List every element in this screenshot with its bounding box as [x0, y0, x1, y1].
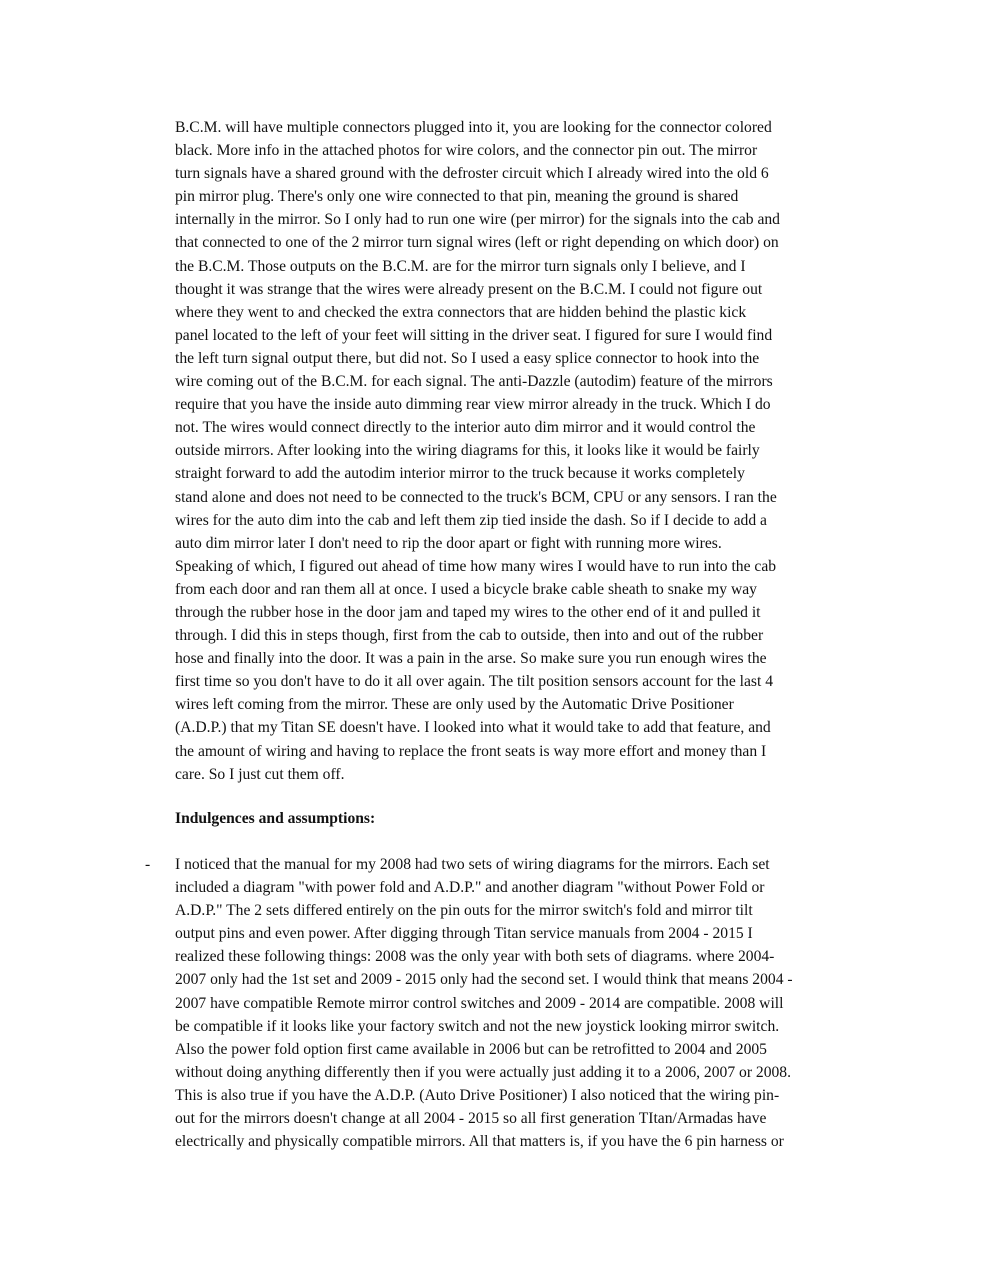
paragraph-line: where they went to and checked the extra connectors that are hidden behind the plastic kick: [175, 303, 747, 321]
paragraph-line: auto dim mirror later I don't need to rip the door apart or fight with running more wires.: [175, 534, 722, 552]
paragraph-line: internally in the mirror. So I only had to run one wire (per mirror) for the signals into the cab and: [175, 211, 780, 229]
bullet-line: realized these following things: 2008 was the only year with both sets of diagrams. where 2004-: [175, 948, 775, 966]
paragraph-line: panel located to the left of your feet will sitting in the driver seat. I figured for sure I would find: [175, 326, 773, 344]
paragraph-line: straight forward to add the autodim interior mirror to the truck because it works completely: [175, 465, 745, 483]
paragraph-line: the left turn signal output there, but did not. So I used a easy splice connector to hook into the: [175, 349, 760, 367]
paragraph-line: wire coming out of the B.C.M. for each signal. The anti-Dazzle (autodim) feature of the mirrors: [175, 373, 773, 391]
paragraph-line: wires for the auto dim into the cab and left them zip tied inside the dash. So if I decide to add a: [175, 511, 767, 529]
paragraph-line: stand alone and does not need to be connected to the truck's BCM, CPU or any sensors. I ran the: [175, 488, 777, 506]
bullet-line: out for the mirrors doesn't change at all 2004 - 2015 so all first generation TItan/Armadas have: [175, 1110, 767, 1128]
paragraph-line: not. The wires would connect directly to the interior auto dim mirror and it would control the: [175, 419, 756, 437]
paragraph-line: from each door and ran them all at once. I used a bicycle brake cable sheath to snake my way: [175, 580, 757, 598]
paragraph-line: the B.C.M. Those outputs on the B.C.M. are for the mirror turn signals only I believe, and I: [175, 257, 746, 275]
paragraph-line: pin mirror plug. There's only one wire connected to that pin, meaning the ground is shared: [175, 188, 739, 206]
bullet-item: [175, 853, 875, 1153]
bullet-line: 2007 have compatible Remote mirror control switches and 2009 - 2014 are compatible. 2008 will: [175, 994, 784, 1012]
paragraph-line: black. More info in the attached photos for wire colors, and the connector pin out. The mirror: [175, 142, 758, 160]
bullet-marker: -: [145, 856, 151, 873]
paragraph-line: (A.D.P.) that my Titan SE doesn't have. I looked into what it would take to add that feature, and: [175, 719, 771, 737]
bullet-line: electrically and physically compatible mirrors. All that matters is, if you have the 6 pin harness or: [175, 1133, 784, 1151]
paragraph-line: wires left coming from the mirror. These are only used by the Automatic Drive Positioner: [175, 696, 734, 714]
paragraph-line: care. So I just cut them off.: [175, 765, 345, 783]
body-paragraph: [175, 116, 875, 786]
paragraph-line: Speaking of which, I figured out ahead of time how many wires I would have to run into the cab: [175, 557, 777, 575]
paragraph-line: through the rubber hose in the door jam and taped my wires to the other end of it and pulled it: [175, 603, 761, 621]
paragraph-line: hose and finally into the door. It was a pain in the arse. So make sure you run enough wires the: [175, 650, 767, 668]
section-heading: Indulgences and assumptions:: [175, 810, 376, 827]
bullet-line: without doing anything differently then if you were actually just adding it to a 2006, 2007 or 2008.: [175, 1063, 791, 1081]
paragraph-line: outside mirrors. After looking into the wiring diagrams for this, it looks like it would be fairly: [175, 442, 760, 460]
paragraph-line: that connected to one of the 2 mirror turn signal wires (left or right depending on which door) on: [175, 234, 779, 252]
bullet-line: included a diagram "with power fold and A.D.P." and another diagram "without Power Fold or: [175, 879, 765, 897]
paragraph-line: B.C.M. will have multiple connectors plugged into it, you are looking for the connector colored: [175, 119, 772, 136]
bullet-line: Also the power fold option first came available in 2006 but can be retrofitted to 2004 and 2005: [175, 1040, 767, 1058]
paragraph-line: require that you have the inside auto dimming rear view mirror already in the truck. Which I do: [175, 396, 771, 414]
paragraph-line: thought it was strange that the wires were already present on the B.C.M. I could not figure out: [175, 280, 763, 298]
bullet-line: be compatible if it looks like your factory switch and not the new joystick looking mirror switch.: [175, 1017, 780, 1035]
bullet-line: A.D.P." The 2 sets differed entirely on the pin outs for the mirror switch's fold and mirror tilt: [175, 902, 753, 920]
paragraph-line: turn signals have a shared ground with the defroster circuit which I already wired into the old 6: [175, 165, 769, 183]
bullet-line: This is also true if you have the A.D.P. (Auto Drive Positioner) I also noticed that the wiring pin-: [175, 1086, 780, 1104]
bullet-line: I noticed that the manual for my 2008 had two sets of wiring diagrams for the mirrors. Each set: [175, 856, 770, 873]
paragraph-line: first time so you don't have to do it all over again. The tilt position sensors account for the last 4: [175, 673, 774, 691]
bullet-line: 2007 only had the 1st set and 2009 - 2015 only had the second set. I would think that means 2004 -: [175, 971, 793, 989]
paragraph-line: the amount of wiring and having to replace the front seats is way more effort and money than I: [175, 742, 767, 760]
bullet-line: output pins and even power. After digging through Titan service manuals from 2004 - 2015 I: [175, 925, 753, 943]
paragraph-line: through. I did this in steps though, first from the cab to outside, then into and out of the rubber: [175, 627, 764, 645]
